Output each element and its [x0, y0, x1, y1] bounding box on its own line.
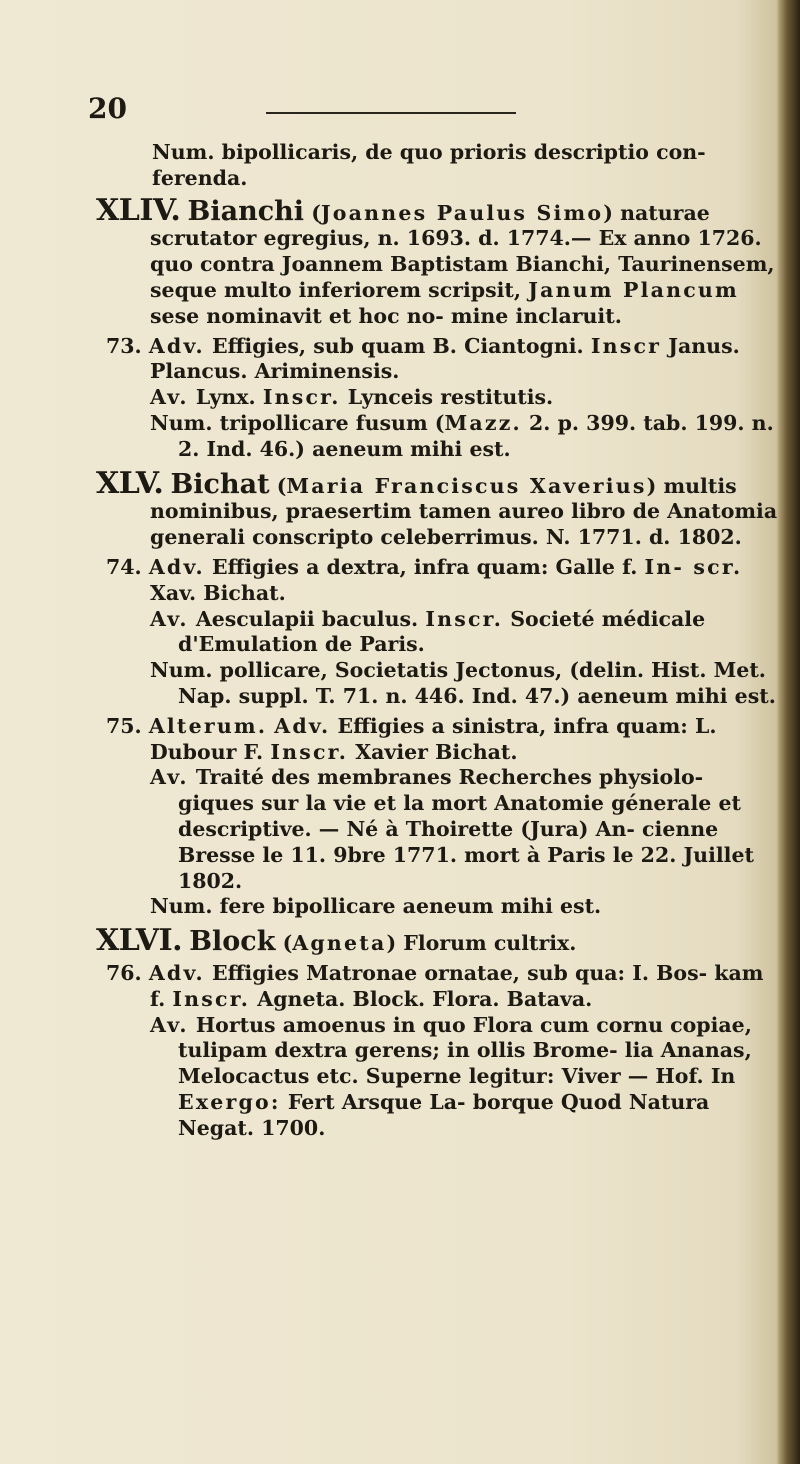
av-text: Lynx. — [195, 385, 256, 410]
av-inscr-text: Lynceis restitutis. — [347, 385, 554, 410]
inscr-text: Agneta. Block. Flora. Batava. — [257, 986, 593, 1011]
av-label: Av. — [150, 606, 189, 631]
item-76-av — [96, 1013, 780, 1142]
adv-text: Effigies a dextra, infra quam: Galle f. — [211, 554, 638, 579]
av-label: Av. — [150, 1012, 189, 1037]
page-number: 20 — [88, 92, 127, 125]
intro-line: Num. bipollicaris, de quo prioris descriptio con- ferenda. — [152, 140, 706, 190]
adv-text: Effigies Matronae ornatae, sub qua: I. Bos- kam f. — [150, 960, 764, 1011]
item-76-adv — [96, 961, 780, 1013]
alt-label: Alterum. — [148, 713, 268, 738]
exergo-label: Exergo: — [178, 1089, 281, 1114]
item-number: 75. — [106, 713, 142, 738]
item-75-av — [96, 765, 780, 894]
page-header — [88, 92, 708, 132]
entry-numeral: XLVI. — [96, 923, 183, 959]
av-inscr-label: Inscr. — [262, 385, 341, 410]
entry-description-tail: sese nominavit et hoc no- mine inclaruit. — [150, 303, 622, 328]
page-body — [96, 140, 780, 1141]
inscr-label: In- scr. — [644, 554, 743, 579]
entry-forenames: Agneta — [292, 931, 387, 956]
entry-name: Block — [189, 926, 276, 958]
entry-heading-xliv — [96, 192, 780, 330]
book-spine — [778, 0, 800, 1464]
entry-description: ) multis nominibus, praesertim tamen aureo libro de Anatomia generali conscripto celeberrimus. N. 1771. d. 1802. — [150, 473, 778, 550]
paren-open: ( — [282, 931, 293, 956]
item-number: 74. — [106, 554, 142, 579]
adv-text: Effigies, sub quam B. Ciantogni. — [211, 333, 584, 358]
item-74-num: Num. pollicare, Societatis Jectonus, (delin. Hist. Met. Nap. suppl. T. 71. n. 446. Ind. 47.) aeneum mihi est. — [150, 658, 776, 708]
inscr-text: Xavier Bichat. — [355, 739, 518, 764]
adv-label: Adv. — [148, 960, 205, 985]
item-number: 73. — [106, 333, 142, 358]
item-75-adv — [96, 714, 780, 766]
adv-label: Adv. — [274, 713, 331, 738]
item-74-av — [96, 607, 780, 659]
mazz-ref: Mazz. — [444, 410, 522, 435]
entry-numeral: XLIV. — [96, 192, 181, 228]
item-74-adv — [96, 555, 780, 607]
header-rule — [266, 112, 516, 114]
entry-name: Bichat — [170, 468, 270, 500]
entry-forenames: Joannes Paulus Simo — [320, 200, 604, 225]
item-75-num: Num. fere bipollicare aeneum mihi est. — [150, 894, 602, 919]
entry-pseudonym: Janum Plancum — [528, 277, 739, 302]
entry-numeral: XLV. — [96, 465, 164, 501]
paren-open: ( — [276, 473, 287, 498]
av-inscr-label: Inscr. — [425, 606, 504, 631]
entry-forenames: Maria Franciscus Xaverius — [286, 473, 647, 498]
adv-label: Adv. — [148, 554, 205, 579]
av-text: Aesculapii baculus. — [195, 606, 419, 631]
entry-description: ) naturae scrutator egregius, n. 1693. d. 1774.— Ex anno 1726. quo contra Joannem Baptistam Bianchi, Taurinensem, seque multo inferiorem scripsit, — [150, 200, 775, 302]
entry-description: ) Florum cultrix. — [386, 931, 577, 956]
inscr-text: Janus. Plancus. Ariminensis. — [150, 333, 740, 384]
item-73-adv — [96, 334, 780, 386]
inscr-label: Inscr. — [270, 739, 349, 764]
inscr-label: Inscr — [590, 333, 662, 358]
inscr-label: Inscr. — [172, 986, 251, 1011]
item-number: 76. — [106, 960, 142, 985]
exergo-text: Fert Arsque La- borque Quod Natura Negat. 1700. — [178, 1089, 710, 1140]
av-label: Av. — [150, 765, 189, 790]
adv-text: Effigies a sinistra, infra quam: L. Dubour F. — [150, 713, 717, 764]
entry-heading-xlv — [96, 465, 780, 551]
av-text: Hortus amoenus in quo Flora cum cornu copiae, tulipam dextra gerens; in ollis Brome- lia Ananas, Melocactus etc. Superne legitur: Viver — Hof. In — [178, 1012, 752, 1089]
inscr-text: Xav. Bichat. — [150, 580, 286, 605]
paren-open: ( — [311, 200, 321, 225]
num-text-tail: 2. p. 399. tab. 199. n. 2. Ind. 46.) aeneum mihi est. — [178, 410, 774, 461]
adv-label: Adv. — [148, 333, 205, 358]
num-text: Num. tripollicare fusum ( — [150, 410, 445, 435]
av-text: Traité des membranes Recherches physiolo- giques sur la vie et la mort Anatomie génerale et descriptive. — Né à Thoirette (Jura) An- cienne Bresse le 11. 9bre 1771. mort à Paris le 22. Juillet 1802. — [178, 765, 754, 893]
entry-name: Bianchi — [187, 195, 305, 227]
item-73-av — [96, 385, 780, 411]
av-inscr-text: Societé médicale d'Emulation de Paris. — [178, 606, 706, 657]
item-73-num — [96, 411, 780, 463]
av-label: Av. — [150, 385, 189, 410]
entry-heading-xlvi — [96, 923, 780, 959]
